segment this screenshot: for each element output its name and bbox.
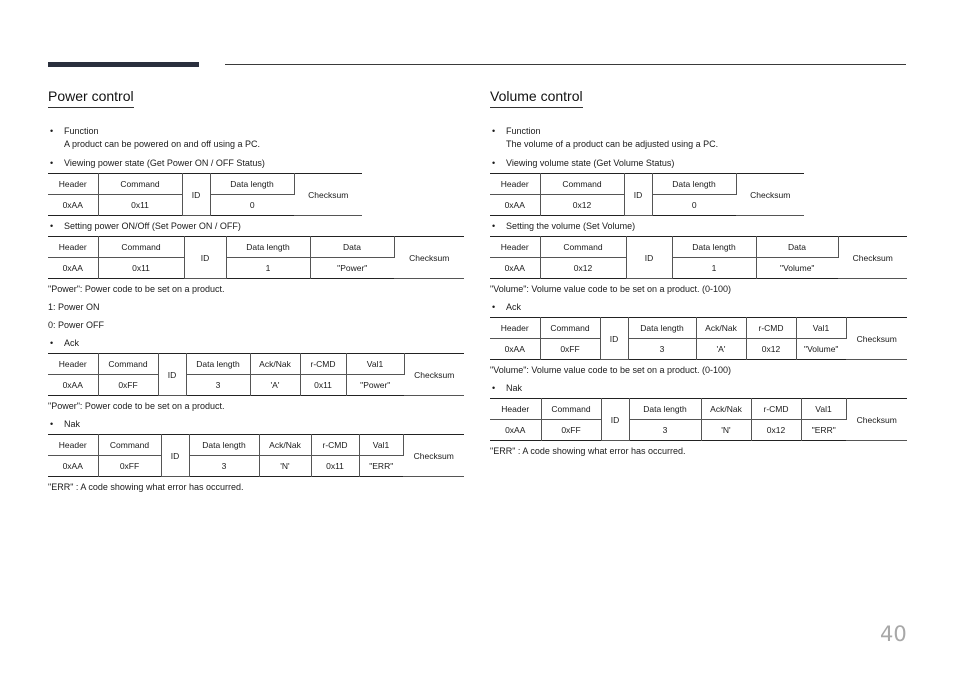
table-header-cell: ID <box>158 354 186 396</box>
table-header-cell: ID <box>624 174 652 216</box>
power-function-desc: A product can be powered on and off using a PC. <box>64 139 260 149</box>
volume-code-note-2: "Volume": Volume value code to be set on a product. (0-100) <box>490 365 732 375</box>
power-view-table <box>48 173 362 216</box>
volume-err-note: "ERR" : A code showing what error has occurred. <box>490 446 686 456</box>
power-set-table <box>48 236 464 279</box>
volume-function-label: • Function <box>506 126 541 136</box>
volume-nak-label: • Nak <box>490 382 907 395</box>
table-header-cell: r-CMD <box>746 318 796 339</box>
table-header-cell: Data length <box>652 174 736 195</box>
power-err-note: "ERR" : A code showing what error has occurred. <box>48 482 244 492</box>
volume-function-item <box>490 125 907 151</box>
table-header-cell: Command <box>540 318 600 339</box>
table-header-cell: Checksum <box>403 435 464 477</box>
table-cell: 0x12 <box>746 339 796 360</box>
table-header-cell: Command <box>98 354 158 375</box>
volume-nak-table <box>490 398 907 441</box>
table-cell: "ERR" <box>369 461 394 471</box>
table-header-cell: Command <box>98 435 161 456</box>
table-cell: 1 <box>226 258 310 279</box>
table-header-cell: Ack/Nak <box>701 399 751 420</box>
power-view-label: • Viewing power state (Get Power ON / OFF Status) <box>48 157 464 170</box>
table-header-cell: Data length <box>628 318 696 339</box>
table-cell: 0x11 <box>300 375 346 396</box>
power-code-note: "Power": Power code to be set on a product. <box>48 284 225 294</box>
table-header-cell: Val1 <box>796 318 846 339</box>
table-header-cell: Ack/Nak <box>250 354 300 375</box>
table-header-cell: Command <box>541 399 601 420</box>
table-cell: 0 <box>691 200 697 210</box>
table-cell: "Power" <box>337 263 368 273</box>
table-cell: 0x11 <box>311 456 359 477</box>
table-header-cell: Ack/Nak <box>259 435 311 456</box>
power-function-label: • Function <box>64 126 99 136</box>
table-header-cell: Command <box>540 174 624 195</box>
table-cell: 0x11 <box>98 195 182 216</box>
table-header-cell: ID <box>161 435 189 477</box>
table-cell: 0xAA <box>48 258 98 279</box>
table-cell: 3 <box>186 375 250 396</box>
table-header-cell: Val1 <box>801 399 846 420</box>
table-header-cell: ID <box>182 174 210 216</box>
table-cell: 0xFF <box>98 375 158 396</box>
table-cell: "Volume" <box>804 344 839 354</box>
table-header-cell: Checksum <box>736 174 804 216</box>
volume-control-section <box>490 88 907 458</box>
volume-view-table <box>490 173 804 216</box>
volume-ack-table <box>490 317 907 360</box>
table-header-cell: Data <box>756 237 838 258</box>
table-header-cell: Data length <box>186 354 250 375</box>
volume-function-desc: The volume of a product can be adjusted using a PC. <box>506 139 719 149</box>
table-header-cell: Header <box>48 237 98 258</box>
table-cell: 3 <box>189 456 259 477</box>
power-off-note: 0: Power OFF <box>48 320 105 330</box>
table-cell: 0 <box>249 200 255 210</box>
table-header-cell: Header <box>490 237 540 258</box>
table-header-cell: Header <box>490 399 541 420</box>
table-header-cell: ID <box>626 237 672 279</box>
power-nak-table <box>48 434 464 477</box>
table-cell: 0x12 <box>540 258 626 279</box>
table-header-cell: Data length <box>210 174 294 195</box>
table-header-cell: Command <box>98 237 184 258</box>
table-cell: 1 <box>672 258 756 279</box>
table-header-cell: Data <box>310 237 394 258</box>
table-cell: 0x11 <box>98 258 184 279</box>
table-header-cell: Data length <box>672 237 756 258</box>
table-header-cell: r-CMD <box>300 354 346 375</box>
table-header-cell: ID <box>601 399 629 441</box>
volume-set-table <box>490 236 907 279</box>
table-cell: 0xAA <box>490 420 541 441</box>
table-header-cell: Header <box>48 174 98 195</box>
volume-view-label: • Viewing volume state (Get Volume Status) <box>490 157 907 170</box>
volume-set-label: • Setting the volume (Set Volume) <box>490 220 907 233</box>
table-header-cell: Checksum <box>846 318 907 360</box>
table-cell: 0xFF <box>540 339 600 360</box>
table-header-cell: Checksum <box>404 354 464 396</box>
table-cell: 0xAA <box>490 195 540 216</box>
table-header-cell: Val1 <box>346 354 404 375</box>
table-header-cell: Header <box>490 318 540 339</box>
page-number: 40 <box>880 622 907 646</box>
table-header-cell: r-CMD <box>751 399 801 420</box>
table-cell: 0xAA <box>48 375 98 396</box>
power-set-label: • Setting power ON/Off (Set Power ON / OFF) <box>48 220 464 233</box>
power-control-title: Power control <box>48 88 134 108</box>
table-cell: 0x12 <box>540 195 624 216</box>
table-cell: 0xAA <box>48 456 98 477</box>
table-header-cell: Checksum <box>394 237 464 279</box>
header-rule <box>225 64 906 65</box>
table-cell: 0xFF <box>98 456 161 477</box>
power-code-note-2: "Power": Power code to be set on a product. <box>48 401 225 411</box>
table-cell: 'A' <box>696 339 746 360</box>
table-cell: 0xAA <box>48 195 98 216</box>
table-cell: 0x12 <box>751 420 801 441</box>
table-header-cell: Header <box>48 435 98 456</box>
power-nak-label: • Nak <box>48 418 464 431</box>
table-header-cell: Checksum <box>846 399 907 441</box>
table-header-cell: Command <box>98 174 182 195</box>
power-on-note: 1: Power ON <box>48 302 100 312</box>
table-cell: 'N' <box>701 420 751 441</box>
table-header-cell: ID <box>184 237 226 279</box>
volume-control-title: Volume control <box>490 88 583 108</box>
table-cell: 3 <box>629 420 701 441</box>
table-header-cell: Header <box>490 174 540 195</box>
table-cell: "Volume" <box>780 263 815 273</box>
table-header-cell: ID <box>600 318 628 360</box>
table-header-cell: Command <box>540 237 626 258</box>
table-cell: 3 <box>628 339 696 360</box>
table-cell: 'A' <box>250 375 300 396</box>
power-ack-label: • Ack <box>48 337 464 350</box>
table-cell: 0xFF <box>541 420 601 441</box>
table-header-cell: Data length <box>189 435 259 456</box>
table-cell: "ERR" <box>811 425 836 435</box>
table-header-cell: Header <box>48 354 98 375</box>
table-header-cell: Data length <box>226 237 310 258</box>
table-cell: 'N' <box>259 456 311 477</box>
table-cell: "Power" <box>360 380 391 390</box>
power-function-item <box>48 125 464 151</box>
volume-ack-label: • Ack <box>490 301 907 314</box>
table-header-cell: Data length <box>629 399 701 420</box>
header-accent-bar <box>48 62 199 67</box>
table-header-cell: Val1 <box>359 435 403 456</box>
power-ack-table <box>48 353 464 396</box>
volume-code-note: "Volume": Volume value code to be set on a product. (0-100) <box>490 284 732 294</box>
table-header-cell: Checksum <box>838 237 907 279</box>
table-cell: 0xAA <box>490 339 540 360</box>
table-header-cell: r-CMD <box>311 435 359 456</box>
power-control-section <box>48 88 464 494</box>
table-cell: 0xAA <box>490 258 540 279</box>
table-header-cell: Checksum <box>294 174 362 216</box>
table-header-cell: Ack/Nak <box>696 318 746 339</box>
